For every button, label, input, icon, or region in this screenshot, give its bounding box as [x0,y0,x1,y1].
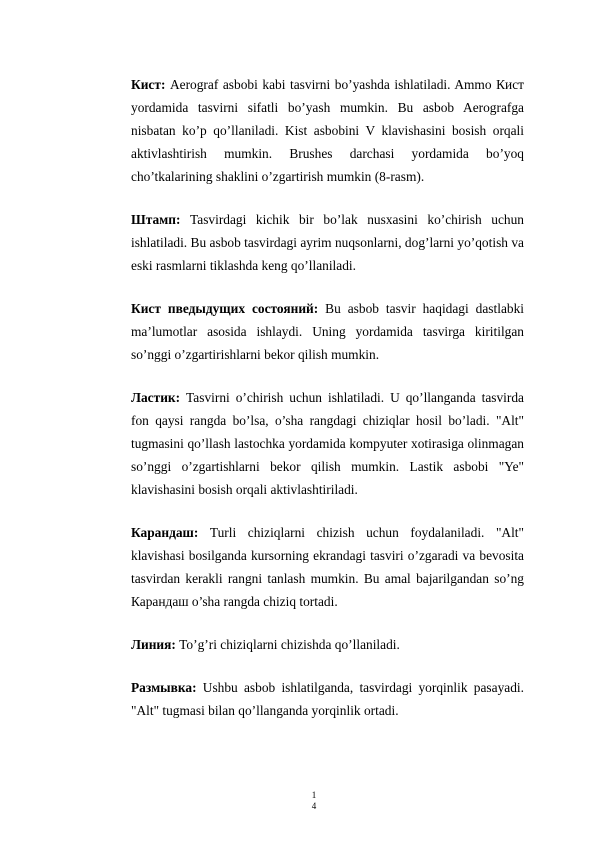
term-label: Штамп: [131,212,181,227]
term-label: Кист пведыдущих состояний: [131,301,319,316]
term-label: Линия: [131,637,176,652]
paragraph-karandash [131,521,524,613]
paragraph-text: Aerograf asbobi kabi tasvirni bo’yashda ishlatiladi. Ammo Кист yordamida tasvirni sifatli bo’yash mumkin. Bu asbob Aerografga nisbatan ko’p qo’llaniladi. Kist asbobini V klavishasini bosish orqali aktivlashtirish mumkin. Brushes darchasi yordamida bo’yoq cho’tkalarining shaklini o’zgartirish mumkin (8-rasm). [131,77,524,184]
paragraph-kist [131,73,524,188]
paragraph-shtamp [131,208,524,277]
document-body [131,73,524,742]
paragraph-text: To’g’ri chiziqlarni chizishda qo’llaniladi. [175,637,400,652]
term-label: Карандаш: [131,525,199,540]
term-label: Кист: [131,77,166,92]
paragraph-lastik [131,386,524,501]
paragraph-liniya [131,633,524,656]
paragraph-text: Ushbu asbob ishlatilganda, tasvirdagi yorqinlik pasayadi. "Alt" tugmasi bilan qo’llanganda yorqinlik ortadi. [131,680,524,718]
page-number: 1 4 [311,790,317,811]
paragraph-text: Bu asbob tasvir haqidagi dastlabki ma’lumotlar asosida ishlaydi. Uning yordamida tasvirga kiritilgan so’nggi o’zgartirishlarni bekor qilish mumkin. [131,301,525,362]
paragraph-history-brush [131,297,524,366]
paragraph-razmyvka [131,676,524,722]
paragraph-text: Tasvirni o’chirish uchun ishlatiladi. U qo’llanganda tasvirda fon qaysi rangda bo’lsa, o’sha rangdagi chiziqlar hosil bo’ladi. "Alt" tugmasini qo’llash lastochka yordamida kompyuter xotirasiga olinmagan so’nggi o’zgartishlarni bekor qilish mumkin. Lastik asbobi "Ye" klavishasini bosish orqali aktivlashtiriladi. [131,390,524,497]
term-label: Размывка: [131,680,197,695]
term-label: Ластик: [131,390,181,405]
paragraph-text: Turli chiziqlarni chizish uchun foydalaniladi. "Alt" klavishasi bosilganda kursorning ekrandagi tasviri o’zgaradi va bevosita tasvirdan kerakli rangni tanlash mumkin. Bu amal bajarilgandan so’ng Карандаш o’sha rangda chiziq tortadi. [131,525,524,609]
paragraph-text: Tasvirdagi kichik bir bo’lak nusxasini ko’chirish uchun ishlatiladi. Bu asbob tasvirdagi ayrim nuqsonlarni, dog’larni yo’qotish va eski rasmlarni tiklashda keng qo’llaniladi. [131,212,524,273]
